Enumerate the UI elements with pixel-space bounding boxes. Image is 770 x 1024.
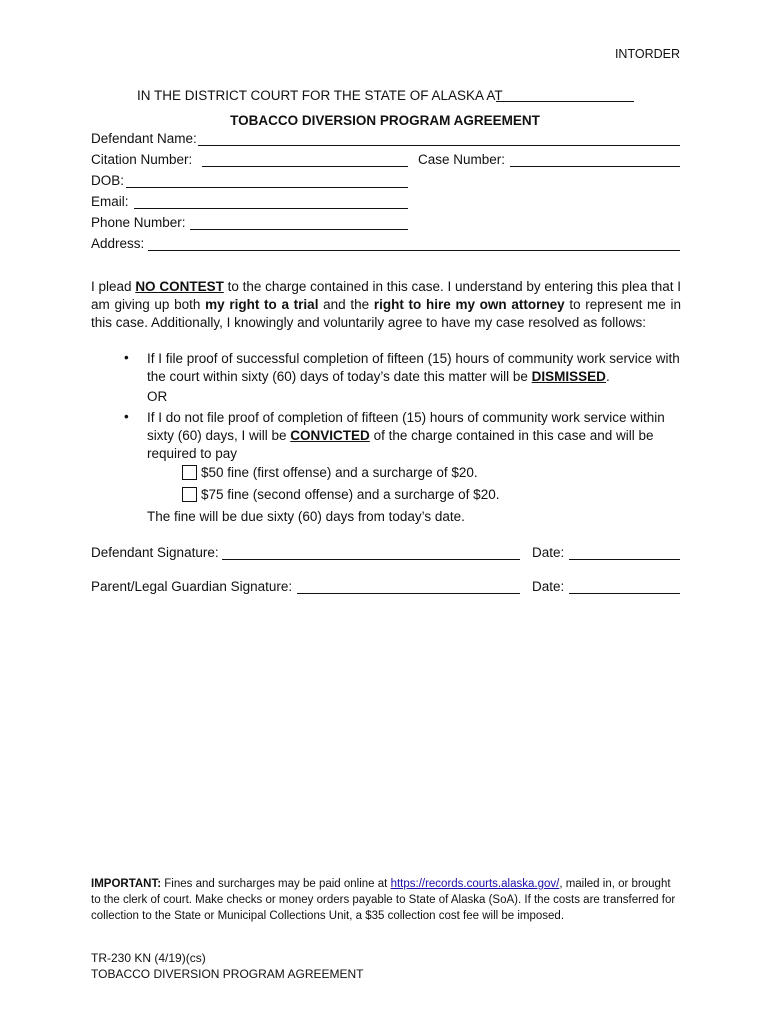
bullet-convicted (147, 409, 681, 463)
defendant-name-line[interactable] (198, 145, 680, 146)
convicted: CONVICTED (290, 428, 370, 443)
bullet-2-end: of the charge contained in this case and will be required to pay (147, 428, 654, 461)
guardian-signature-line[interactable] (297, 593, 520, 594)
bullet-1-end: . (605, 369, 610, 384)
citation-number-line[interactable] (202, 166, 408, 167)
plea-text-2: to the charge contained in this case. I understand by entering this plea that I am giving up both (91, 279, 681, 312)
important-text-1: Fines and surcharges may be paid online at (161, 878, 391, 890)
page-title: TOBACCO DIVERSION PROGRAM AGREEMENT (230, 113, 540, 128)
plea-text-1: I plead (91, 279, 136, 294)
second-offense-label: $75 fine (second offense) and a surcharge of $20. (201, 487, 500, 502)
date-label: Date: (532, 579, 565, 594)
defendant-signature-line[interactable] (222, 559, 520, 560)
court-location-line[interactable] (496, 101, 634, 102)
defendant-name-label: Defendant Name: (91, 131, 197, 146)
important-notice (91, 876, 681, 924)
form-number: TR-230 KN (4/19)(cs) (91, 951, 206, 965)
court-line: IN THE DISTRICT COURT FOR THE STATE OF ALASKA AT (137, 88, 503, 103)
guardian-date-line[interactable] (569, 593, 680, 594)
important-label: IMPORTANT: (91, 878, 162, 890)
second-offense-checkbox[interactable] (182, 487, 197, 502)
plea-text-4: to represent me in this case. Additionally, I knowingly and voluntarily agree to have my case resolved as follows: (91, 297, 681, 330)
bullet-2-text: If I do not file proof of completion of fifteen (15) hours of community work service within sixty (60) days, I will be (147, 410, 665, 443)
guardian-signature-label: Parent/Legal Guardian Signature: (91, 579, 293, 594)
records-link[interactable]: https://records.courts.alaska.gov/ (390, 878, 560, 890)
bullet-dismissed (147, 350, 681, 386)
case-number-label: Case Number: (418, 152, 506, 167)
address-line[interactable] (148, 250, 680, 251)
phone-number-label: Phone Number: (91, 215, 186, 230)
right-to-attorney: right to hire my own attorney (373, 297, 565, 312)
fine-due-text: The fine will be due sixty (60) days from today’s date. (147, 509, 465, 524)
bullet-1-text: If I file proof of successful completion of fifteen (15) hours of community work service with the court within sixty (60) days of today’s date this matter will be (147, 351, 680, 384)
bullet-icon: • (124, 350, 129, 365)
important-text-2: , mailed in, or brought to the clerk of court. Make checks or money orders payable to State of Alaska (SoA). If the costs are transferred for collection to the State or Municipal Collections Unit, a $35 collection cost fee will be imposed. (91, 878, 676, 922)
form-code: INTORDER (614, 47, 680, 61)
dob-line[interactable] (126, 187, 408, 188)
email-label: Email: (91, 194, 129, 209)
footer-title: TOBACCO DIVERSION PROGRAM AGREEMENT (91, 967, 364, 981)
phone-number-line[interactable] (190, 229, 408, 230)
defendant-date-line[interactable] (569, 559, 680, 560)
plea-paragraph (91, 278, 681, 332)
no-contest: NO CONTEST (135, 279, 224, 294)
date-label: Date: (532, 545, 565, 560)
or-text: OR (147, 389, 168, 404)
right-to-trial: my right to a trial (205, 297, 319, 312)
plea-text-3: and the (318, 297, 374, 312)
citation-number-label: Citation Number: (91, 152, 193, 167)
bullet-icon: • (124, 409, 129, 424)
first-offense-checkbox[interactable] (182, 465, 197, 480)
dob-label: DOB: (91, 173, 125, 188)
address-label: Address: (91, 236, 145, 251)
case-number-line[interactable] (510, 166, 680, 167)
first-offense-label: $50 fine (first offense) and a surcharge of $20. (201, 465, 478, 480)
defendant-signature-label: Defendant Signature: (91, 545, 219, 560)
dismissed: DISMISSED (531, 369, 606, 384)
email-line[interactable] (134, 208, 408, 209)
